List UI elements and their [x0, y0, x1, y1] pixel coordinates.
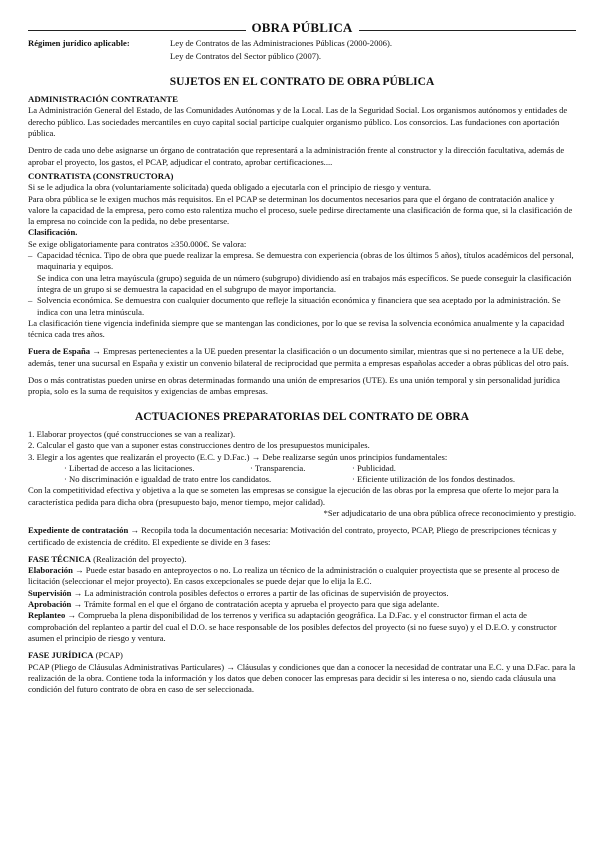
regimen-value: Ley de Contratos del Sector público (2007).: [170, 50, 322, 61]
document-title-row: [28, 22, 576, 33]
elaboracion-paragraph: Elaboración → Puede estar basado en anteproyectos o no. Lo realiza un técnico de la administración o cualquier proyectista que se presente al proceso de licitación (seleccionar el mejor proyecto). En casos excepcionales se puede dejar que lo elija la E.C.: [28, 565, 560, 587]
capacidad-tecnica-cont: Se indica con una letra mayúscula (grupo) seguida de un número (subgrupo) dividiendo así en trabajos más específicos. Se puede conseguir la clasificación íntegra de un grupo si se demuestra la capacidad en el subgrupo de mayor importancia.: [37, 272, 572, 294]
admin-heading: ADMINISTRACIÓN CONTRATANTE: [28, 94, 178, 105]
principle: · Libertad de acceso a las licitaciones.: [64, 462, 195, 473]
clasificacion-label: Clasificación.: [28, 227, 78, 238]
step-item: 2. Calcular el gasto que van a suponer estas construcciones dentro de los presupuestos municipales.: [28, 440, 370, 451]
fuera-espana-paragraph: Fuera de España → Empresas pertenecientes a la UE pueden presentar la clasificación o un documento similar, mientras que si no pertenece a la UE debe, además, tener una sucursal en España y existir un convenio bilateral de reciprocidad que permita a empresas españolas acceder a obras públicas del otro país.: [28, 346, 569, 368]
expediente-label: Expediente de contratación →: [28, 525, 139, 536]
principle: · Transparencia.: [250, 462, 306, 473]
principle: · Eficiente utilización de los fondos destinados.: [352, 474, 516, 485]
step-item: 1. Elaborar proyectos (qué construcciones se van a realizar).: [28, 428, 236, 439]
solvencia-text: Solvencia económica. Se demuestra con cualquier documento que refleje la situación económica y financiera que sea aceptado por la administración. Se indica con una letra minúscula.: [37, 295, 561, 317]
list-item: – Solvencia económica. Se demuestra con cualquier documento que refleje la situación económica y financiera que sea aceptado por la administración. Se indica con una letra minúscula.: [28, 295, 576, 318]
fase-tecnica-title: FASE TÉCNICA (Realización del proyecto).: [28, 553, 187, 564]
principle: · No discriminación e igualdad de trato entre los candidatos.: [64, 474, 272, 485]
admin-paragraph: La Administración General del Estado, de las Comunidades Autónomas y de la Local. Las de la Seguridad Social. Los organismos autónomos y entidades de derecho público. Las sociedades mercantiles en cuyo capital social participe cualquier organismo público. Los consorcios. Las fundaciones con aportación pública.: [28, 105, 568, 139]
aprobacion-paragraph: Aprobación → Trámite formal en el que el órgano de contratación acepta y aprueba el proyecto para que siga adelante.: [28, 599, 440, 610]
regimen-juridico: [28, 38, 576, 63]
contratista-paragraph: Para obra pública se le exigen muchos más requisitos. En el PCAP se determinan los documentos necesarios para que el órgano de contratación analice y valore la capacidad de la empresa, pero como esto ralentiza mucho el proceso, suele pedirse directamente una clasificación de forma que, si la clasificación de la empresa no coincide con la pedida, no debe presentarse.: [28, 193, 573, 227]
capacidad-tecnica-text: Capacidad técnica. Tipo de obra que puede realizar la empresa. Se demuestra con experiencia (obras de los últimos 5 años), títulos académicos del personal, maquinaria y equipos.: [37, 250, 574, 272]
principles-row: [28, 474, 576, 485]
regimen-values: [170, 38, 392, 63]
pcap-paragraph: PCAP (Pliego de Cláusulas Administrativas Particulares) → Cláusulas y condiciones que dan a conocer la necesidad de contratar una E.C. y una D.Fac. para la realización de la obra. Contiene toda la información y los datos que deben conocer las empresas para decidir si les interesa o no, siendo cada cláusula una condición del futuro contrato de obra en caso de ser seleccionada.: [28, 661, 576, 695]
expediente-paragraph: Expediente de contratación → Recopila toda la documentación necesaria: Motivación del contrato, proyecto, PCAP, Pliego de prescripciones técnicas y certificado de existencia de crédito. El expediente se divide en 3 fases:: [28, 525, 557, 547]
section-heading-actuaciones: ACTUACIONES PREPARATORIAS DEL CONTRATO DE OBRA: [134, 410, 470, 423]
document-page: [28, 22, 576, 695]
contratista-heading: CONTRATISTA (CONSTRUCTORA): [28, 170, 174, 181]
competitividad-paragraph: Con la competitividad efectiva y objetiva a la que se someten las empresas se consigue la ejecución de las obras por la empresa que oferte lo mejor para la característica pedida para dicha obra (presupuesto bajo, menor tiempo, mejor calidad).: [28, 485, 559, 507]
title-rule-right: [359, 24, 577, 31]
contratista-paragraph: Si se le adjudica la obra (voluntariamente solicitada) queda obligado a ejecutarla con el principio de riesgo y ventura.: [28, 182, 432, 193]
prestigio-note: *Ser adjudicatario de una obra pública ofrece reconocimiento y prestigio.: [323, 507, 576, 518]
ute-paragraph: Dos o más contratistas pueden unirse en obras determinadas formando una unión de empresarios (UTE). Es una unión temporal y sin personalidad jurídica propia, solo es la suma de requisitos y exigencias de ambas empresas.: [28, 375, 560, 397]
clasificacion-intro: Se exige obligatoriamente para contratos ≥350.000€. Se valora:: [28, 238, 247, 249]
section-heading-sujetos: SUJETOS EN EL CONTRATO DE OBRA PÚBLICA: [169, 75, 435, 88]
principles-row: [28, 463, 576, 474]
list-item: – Capacidad técnica. Tipo de obra que puede realizar la empresa. Se demuestra con experiencia (obras de los últimos 5 años), títulos académicos del personal, maquinaria y equipos. Se indica con una letra mayúscula (grupo) seguida de un número (subgrupo) dividiendo así en trabajos más específicos. Se puede conseguir la clasificación íntegra de un grupo si se demuestra la capacidad en el subgrupo de mayor importancia.: [28, 250, 576, 295]
fuera-espana-label: Fuera de España →: [28, 346, 101, 357]
principle: · Publicidad.: [352, 462, 396, 473]
step-item: 3. Elegir a los agentes que realizarán el proyecto (E.C. y D.Fac.) → Debe realizarse según unos principios fundamentales:: [28, 451, 448, 462]
document-title: OBRA PÚBLICA: [251, 20, 353, 35]
fase-juridica-title: FASE JURÍDICA (PCAP): [28, 650, 123, 661]
regimen-label: Régimen jurídico aplicable:: [28, 38, 130, 49]
vigencia-paragraph: La clasificación tiene vigencia indefinida siempre que se mantengan las condiciones, por lo que se revisa la solvencia económica anualmente y la capacidad técnica cada tres años.: [28, 317, 565, 340]
supervision-paragraph: Supervisión → La administración controla posibles defectos o errores a partir de las oficinas de supervisión de proyectos.: [28, 587, 449, 598]
replanteo-paragraph: Replanteo → Comprueba la plena disponibilidad de los terrenos y verifica su adaptación geográfica. La D.Fac. y el constructor firman el acta de comprobación del replanteo a partir del cual el D.O. se hace responsable de los posibles defectos del proyecto (si no fuese suyo) y el D.E.O. y constructor asumen el principio de riesgo y ventura.: [28, 610, 557, 643]
regimen-value: Ley de Contratos de las Administraciones Públicas (2000-2006).: [170, 38, 392, 49]
admin-paragraph: Dentro de cada uno debe asignarse un órgano de contratación que representará a la administración frente al constructor y la dirección facultativa, además de aprobar el proyecto, los gastos, el PCAP, adjudicar el contrato, aprobar certificaciones....: [28, 145, 565, 167]
title-rule-left: [28, 24, 246, 31]
